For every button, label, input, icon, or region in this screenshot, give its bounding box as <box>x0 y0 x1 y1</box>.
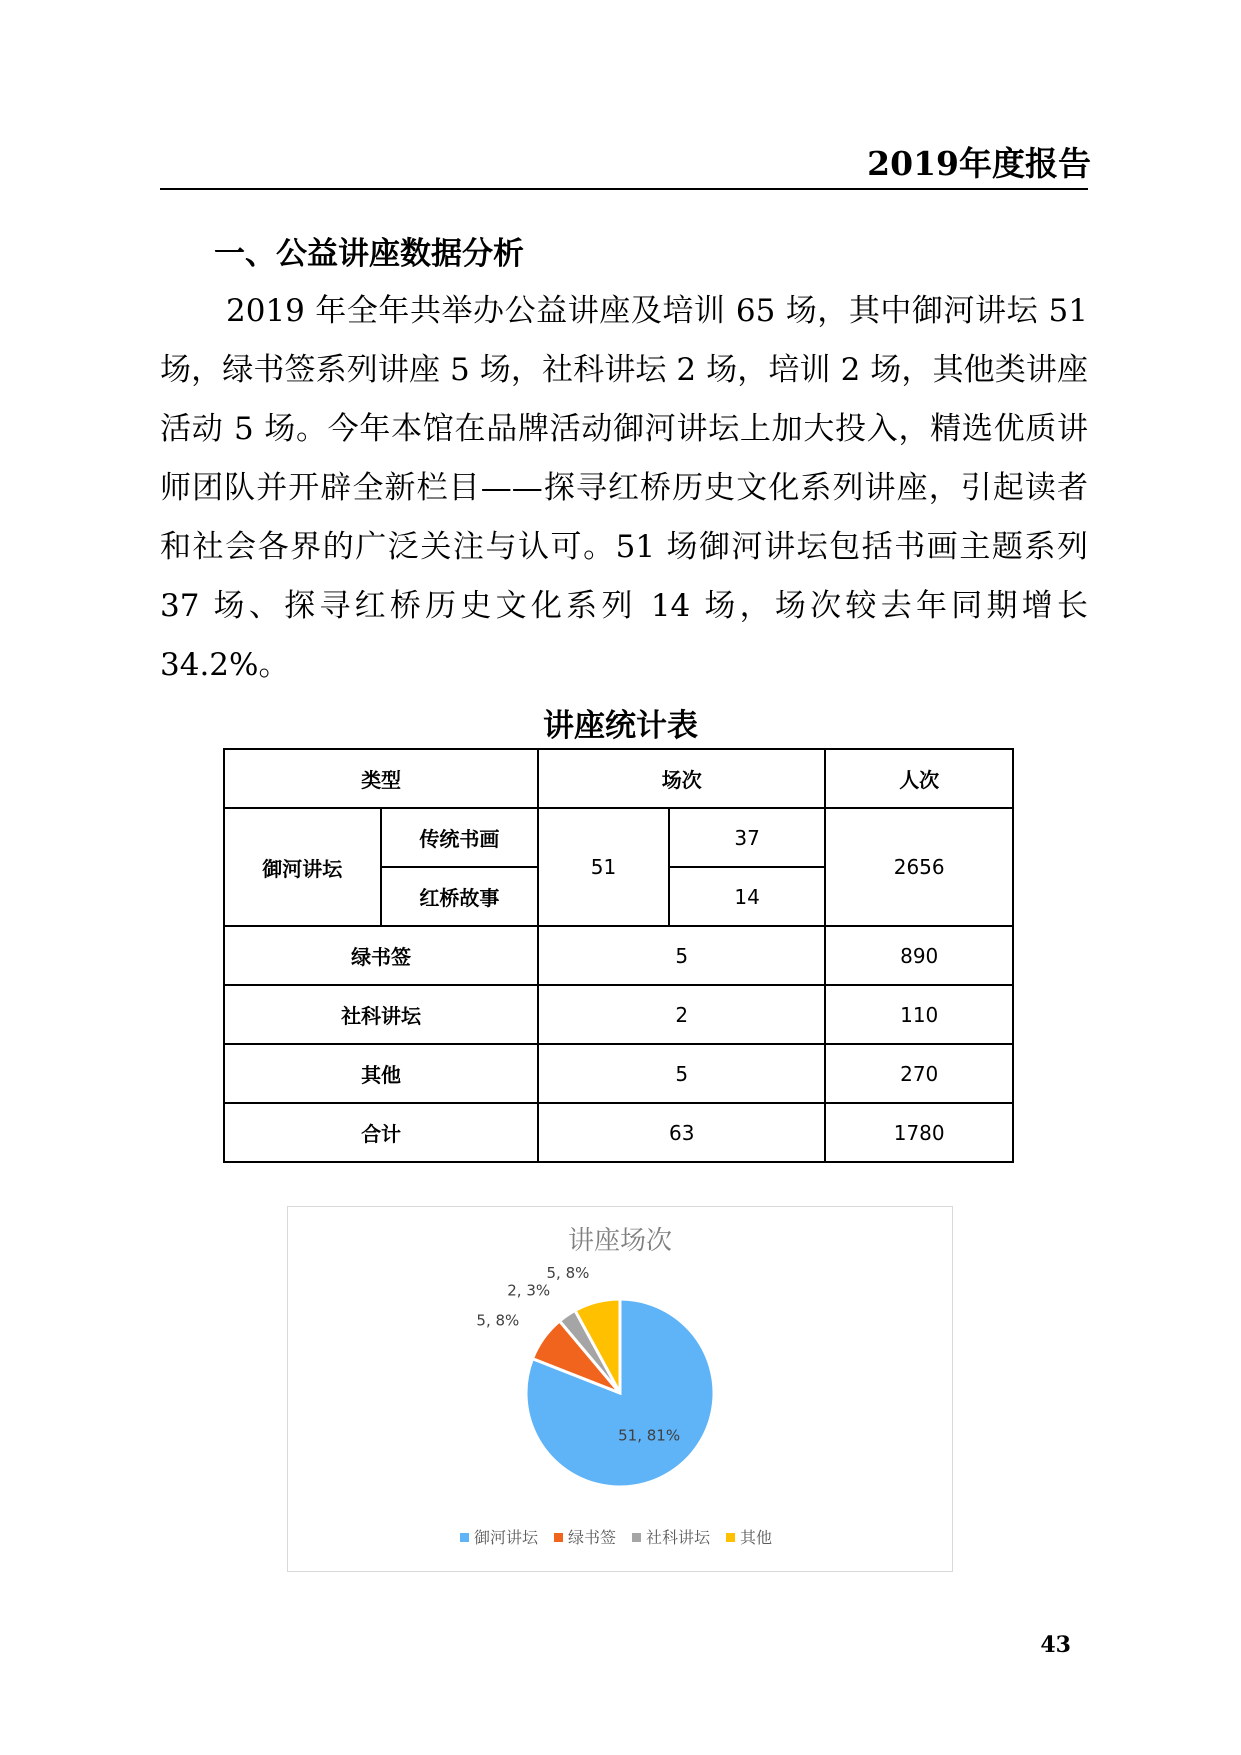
pie-data-label-2: 5, 8% <box>476 1311 520 1330</box>
table-row <box>224 926 1013 985</box>
yuhe-attendance: 2656 <box>825 808 1013 926</box>
legend-swatch-3 <box>632 1533 641 1542</box>
pie-chart-container <box>287 1206 953 1572</box>
row-attendance: 110 <box>825 985 1013 1044</box>
page-number: 43 <box>1040 1632 1071 1658</box>
pie-data-label-4: 5, 8% <box>546 1263 590 1282</box>
row-attendance: 890 <box>825 926 1013 985</box>
legend-label-4: 其他 <box>740 1528 773 1547</box>
row-label: 其他 <box>224 1044 538 1103</box>
yuhe-sub1-label: 传统书画 <box>381 808 539 867</box>
table-row <box>224 1044 1013 1103</box>
total-sessions: 63 <box>538 1103 825 1162</box>
chart-title: 讲座场次 <box>567 1226 673 1256</box>
body-paragraph: 2019 年全年共举办公益讲座及培训 65 场，其中御河讲坛 51 场，绿书签系列讲座 5 场，社科讲坛 2 场，培训 2 场，其他类讲座活动 5 场。今年本馆在品牌活动御河讲坛上加大投入，精选优质讲师团队并开辟全新栏目——探寻红桥历史文化系列讲座，引起读者和社会各界的广泛关注与认可。51 场御河讲坛包括书画主题系列 37 场、探寻红桥历史文化系列 14 场，场次较去年同期增长 34.2%。 <box>160 293 1088 683</box>
row-sessions: 5 <box>538 926 825 985</box>
table-row <box>224 808 1013 867</box>
header-attendance: 人次 <box>825 749 1013 808</box>
pie-slices <box>526 1299 714 1487</box>
yuhe-sub2-label: 红桥故事 <box>381 867 539 926</box>
total-attendance: 1780 <box>825 1103 1013 1162</box>
pie-data-label-1: 51, 81% <box>618 1426 681 1445</box>
legend-label-2: 绿书签 <box>568 1528 617 1547</box>
report-header-title: 2019年度报告 <box>867 144 1091 183</box>
row-label: 社科讲坛 <box>224 985 538 1044</box>
table-row <box>224 1103 1013 1162</box>
pie-chart <box>288 1207 952 1571</box>
header-sessions: 场次 <box>538 749 825 808</box>
yuhe-sub2-sessions: 14 <box>669 867 826 926</box>
header-divider <box>160 188 1088 190</box>
section-heading: 一、公益讲座数据分析 <box>214 236 524 272</box>
yuhe-sub1-sessions: 37 <box>669 808 826 867</box>
table-title: 讲座统计表 <box>543 708 698 744</box>
yuhe-sessions: 51 <box>538 808 669 926</box>
chart-legend <box>460 1528 772 1547</box>
legend-label-3: 社科讲坛 <box>646 1528 711 1547</box>
row-attendance: 270 <box>825 1044 1013 1103</box>
row-sessions: 2 <box>538 985 825 1044</box>
yuhe-label: 御河讲坛 <box>224 808 381 926</box>
lecture-stats-table <box>223 748 1014 1163</box>
legend-label-1: 御河讲坛 <box>474 1528 539 1547</box>
header-type: 类型 <box>224 749 538 808</box>
total-label: 合计 <box>224 1103 538 1162</box>
legend-swatch-2 <box>554 1533 563 1542</box>
legend-swatch-4 <box>726 1533 735 1542</box>
pie-data-label-3: 2, 3% <box>507 1281 551 1300</box>
legend-swatch-1 <box>460 1533 469 1542</box>
row-label: 绿书签 <box>224 926 538 985</box>
row-sessions: 5 <box>538 1044 825 1103</box>
table-row <box>224 985 1013 1044</box>
table-header-row <box>224 749 1013 808</box>
